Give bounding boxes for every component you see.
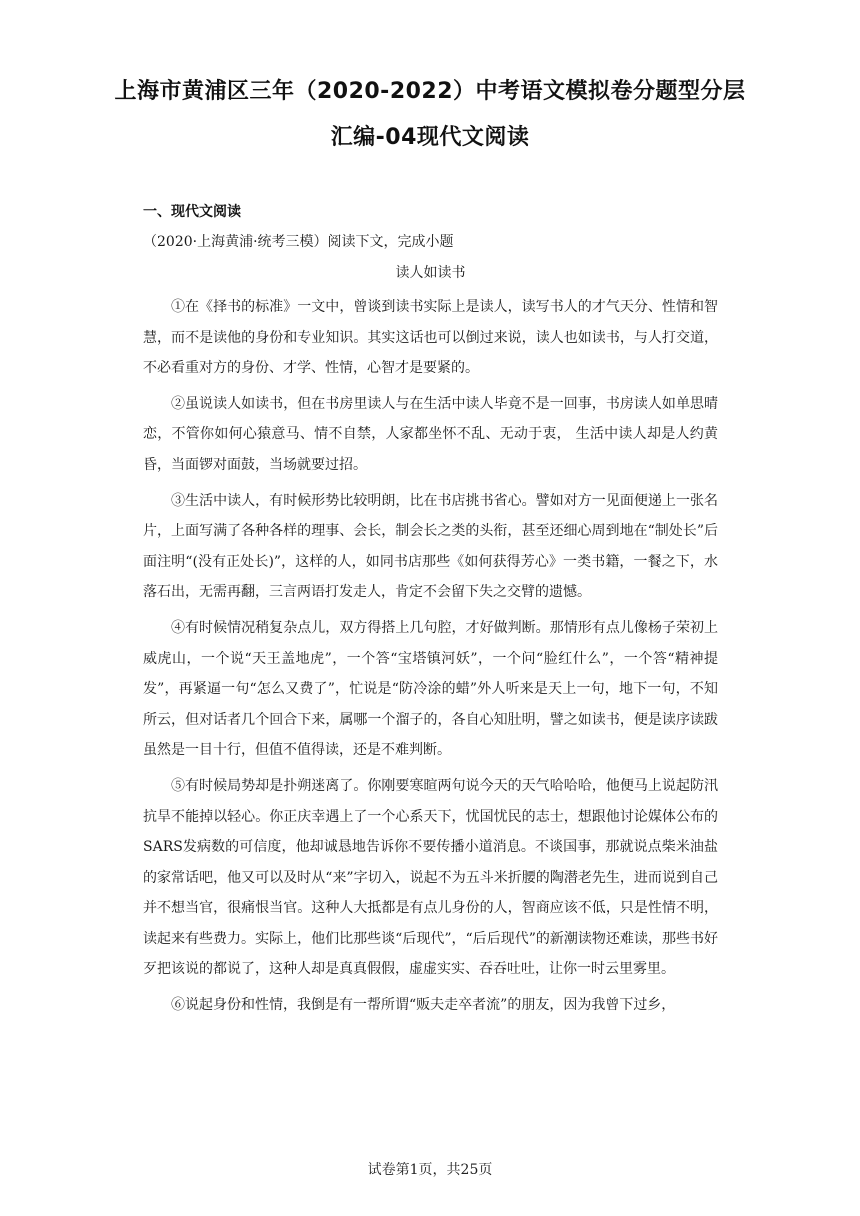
page-footer: 试卷第1页，共25页 bbox=[367, 1162, 493, 1178]
article-title: 读人如读书 bbox=[395, 265, 466, 281]
paragraph-3: ③生活中读人，有时候形势比较明朗，比在书店挑书省心。譬如对方一见面便递上一张名片，上面写满了各种各样的理事、会长，制会长之类的头衔，甚至还细心周到地在“制处长”后面注明“(没有正处长)”，这样的人，如同书店那些《如何获得芳心》一类书籍，一餐之下，水落石出，无需再翻，三言两语打发走人，肯定不会留下失之交臂的遗憾。 bbox=[143, 492, 718, 601]
document-title-line-1: 上海市黄浦区三年（2020-2022）中考语文模拟卷分题型分层 bbox=[114, 79, 746, 104]
paragraph-6: ⑥说起身份和性情，我倒是有一帮所谓“贩夫走卒者流”的朋友，因为我曾下过乡， bbox=[171, 997, 676, 1014]
paragraph-4: ④有时候情况稍复杂点儿，双方得搭上几句腔，才好做判断。那情形有点儿像杨子荣初上威虎山，一个说“天王盖地虎”，一个答“宝塔镇河妖”，一个问“脸红什么”，一个答“精神提发”，再紧逼一句“怎么又费了”，忙说是“防冷涂的蜡”外人听来是天上一句，地下一句，不知所云，但对话者几个回合下来，属哪一个溜子的，各自心知肚明，譬之如读书，便是读序读跋虽然是一目十行，但值不值得读，还是不难判断。 bbox=[143, 619, 718, 759]
question-source: （2020·上海黄浦·统考三模）阅读下文，完成小题 bbox=[143, 234, 454, 250]
document-title-line-2: 汇编-04现代文阅读 bbox=[330, 125, 530, 150]
article-body bbox=[143, 292, 718, 1026]
paragraph-1: ①在《择书的标准》一文中，曾谈到读书实际上是读人，读写书人的才气天分、性情和智慧，而不是读他的身份和专业知识。其实这话也可以倒过来说，读人也如读书，与人打交道，不必看重对方的身份、才学、性情，心智才是要紧的。 bbox=[143, 299, 718, 377]
paragraph-5: ⑤有时候局势却是扑朔迷离了。你刚要寒暄两句说今天的天气哈哈哈，他便马上说起防汛抗旱不能掉以轻心。你正庆幸遇上了一个心系天下，忧国忧民的志士，想跟他讨论媒体公布的SARS发病数的可信度，他却诚恳地告诉你不要传播小道消息。不谈国事，那就说点柴米油盐的家常话吧，他又可以及时从“来”字切入，说起不为五斗米折腰的陶潜老先生，进而说到自己并不想当官，很痛恨当官。这种人大抵都是有点儿身份的人，智商应该不低，只是性情不明，读起来有些费力。实际上，他们比那些谈“后现代”，“后后现代”的新潮读物还难读，那些书好歹把该说的都说了，这种人却是真真假假，虚虚实实、吞吞吐吐，让你一时云里雾里。 bbox=[143, 777, 718, 978]
section-heading: 一、现代文阅读 bbox=[143, 204, 241, 220]
paragraph-2: ②虽说读人如读书，但在书房里读人与在生活中读人毕竟不是一回事，书房读人如单思晴恋，不管你如何心猿意马、情不自禁，人家都坐怀不乱、无动于衷， 生活中读人却是人约黄昏，当面锣对面鼓，当场就要过招。 bbox=[143, 395, 718, 473]
